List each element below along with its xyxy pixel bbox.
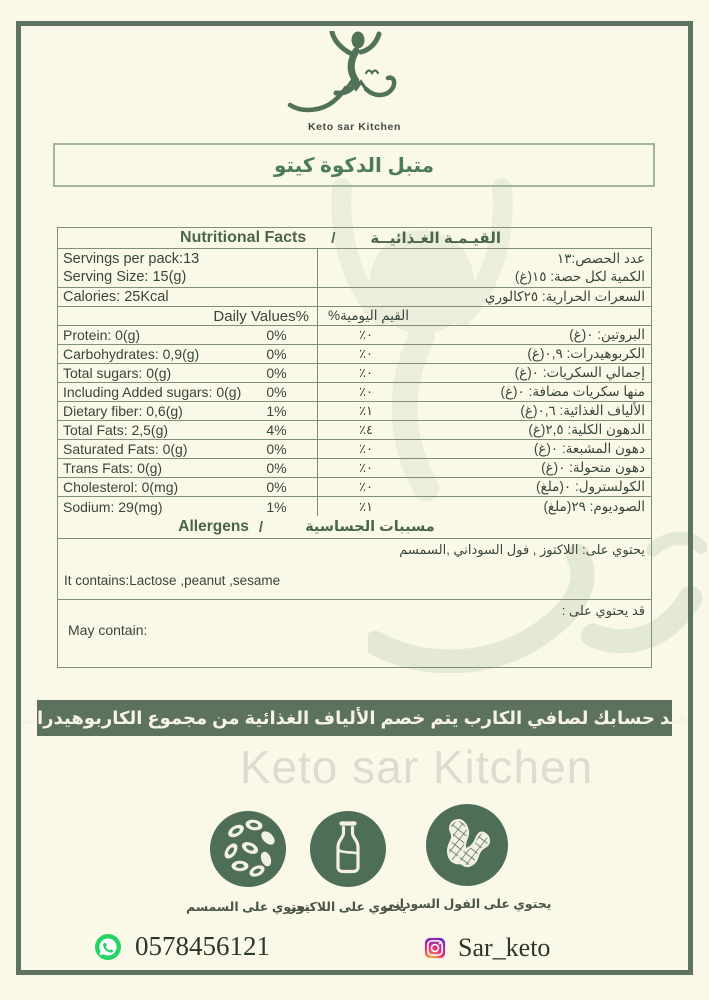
nutrient-daily-value-ar: ٠٪ (359, 479, 373, 494)
allergens-header-row (58, 516, 651, 539)
nutrient-rows (58, 326, 651, 516)
nutrition-row (58, 383, 651, 402)
allergens-title-en: Allergens (178, 518, 249, 535)
nutrition-row (58, 497, 651, 516)
calories-row (58, 288, 651, 307)
nutrient-daily-value-ar: ٠٪ (359, 384, 373, 399)
nutrient-label-en: Carbohydrates: 0,9(g) (63, 346, 200, 362)
nutrient-label-ar: البروتين: ٠(غ) (569, 327, 645, 342)
product-title-box (53, 143, 655, 187)
nutrient-label-ar: دهون المشبعة: ٠(غ) (533, 441, 645, 456)
nutrient-daily-value-ar: ٠٪ (359, 365, 373, 380)
peanuts-icon (425, 803, 509, 887)
nutrient-daily-value-en: 4% (266, 422, 287, 438)
nutrient-daily-value-en: 0% (266, 346, 287, 362)
nutrient-label-ar: دهون متحولة: ٠(غ) (541, 460, 645, 475)
header-separator: / (331, 229, 336, 247)
daily-values-ar: القيم اليومية% (328, 308, 409, 323)
nutrient-daily-value-en: 0% (266, 479, 287, 495)
lactose-label: يحتوي على اللاكتوز (289, 900, 407, 914)
servings-per-pack: Servings per pack:13 (63, 251, 200, 267)
header-separator: / (258, 518, 264, 536)
sesame-label: يحتوي على السمسم (186, 900, 310, 914)
nutrient-label-ar: الكولسترول: ٠(ملغ) (536, 479, 645, 494)
nutrition-row (58, 459, 651, 478)
may-contain-en: May contain: (68, 622, 148, 638)
nutrient-label-en: Saturated Fats: 0(g) (63, 441, 188, 457)
contains-ar: يحتوي على: اللاكتوز , فول السوداني ,السمسم (399, 542, 645, 557)
nutrient-label-en: Cholesterol: 0(mg) (63, 479, 179, 495)
nutrient-daily-value-en: 1% (266, 403, 287, 419)
nutrition-row (58, 421, 651, 440)
nutrient-label-en: Total Fats: 2,5(g) (63, 422, 169, 438)
peanut-label: يحتوي على الفول السوداني (382, 897, 552, 911)
may-contain-ar: قد يحتوي على : (561, 603, 645, 618)
serving-size-ar: الكمية لكل حصة: ١٥(غ) (514, 269, 645, 284)
nutrition-title-ar: القيـمـة الغـذائيــة (370, 230, 501, 247)
nutrient-daily-value-ar: ٠٪ (359, 346, 373, 361)
daily-values-en: Daily Values% (213, 307, 309, 325)
nutrient-label-en: Protein: 0(g) (63, 327, 141, 343)
nutrient-daily-value-en: 0% (266, 327, 287, 343)
milk-bottle-icon (309, 810, 387, 888)
nutrition-row (58, 478, 651, 497)
nutrition-row (58, 345, 651, 364)
nutrition-row (58, 440, 651, 459)
nutrient-daily-value-en: 0% (266, 384, 287, 400)
nutrient-label-ar: الكربوهيدرات: ٠,٩(غ) (527, 346, 645, 361)
instagram-icon (424, 937, 446, 959)
nutrient-label-en: Trans Fats: 0(g) (63, 460, 163, 476)
contains-en: It contains:Lactose ,peanut ,sesame (64, 573, 281, 588)
nutrient-daily-value-en: 0% (266, 365, 287, 381)
nutrient-label-en: Including Added sugars: 0(g) (63, 384, 242, 400)
contains-row (58, 539, 651, 600)
brand-watermark-text: Keto sar Kitchen (239, 741, 594, 793)
brand-name: Keto sar Kitchen (307, 121, 402, 133)
nutrition-row (58, 326, 651, 345)
nutrient-daily-value-en: 0% (266, 441, 287, 457)
nutrient-label-ar: الصوديوم: ٢٩(ملغ) (543, 498, 645, 514)
nutrient-label-en: Dietary fiber: 0,6(g) (63, 403, 183, 419)
nutrient-daily-value-ar: ٠٪ (359, 441, 373, 456)
calories-en: Calories: 25Kcal (63, 289, 169, 305)
nutrition-row (58, 402, 651, 421)
calories-ar: السعرات الحرارية: ٢٥كالوري (484, 289, 645, 304)
nutrient-daily-value-ar: ١٪ (359, 403, 373, 418)
nutrient-label-en: Sodium: 29(mg) (63, 498, 163, 515)
whatsapp-icon (95, 934, 121, 960)
nutrient-label-ar: الدهون الكلية: ٢,٥(غ) (528, 422, 645, 437)
nutrition-header-row (58, 228, 651, 249)
net-carbs-banner (18, 700, 691, 736)
net-carbs-banner-text: عند حسابك لصافي الكارب يتم خصم الألياف الغذائية من مجموع الكاربوهيدرات (18, 707, 691, 728)
nutrient-daily-value-en: 0% (266, 460, 287, 476)
nutrient-label-ar: منها سكريات مضافة: ٠(غ) (500, 384, 645, 399)
instagram-handle[interactable]: Sar_keto (458, 933, 551, 962)
instagram-contact[interactable] (424, 933, 550, 963)
nutrient-label-ar: الألياف الغذائية: ٠,٦(غ) (520, 403, 645, 418)
logo-calligraphy-figure-icon (280, 31, 430, 115)
serving-size: Serving Size: 15(g) (63, 269, 187, 285)
whatsapp-number[interactable]: 0578456121 (135, 931, 270, 961)
servings-per-pack-ar: عدد الحصص:١٣ (557, 251, 645, 266)
peanut-allergen (382, 803, 552, 911)
allergens-title-ar: مسببات الحساسية (305, 519, 435, 535)
servings-row (58, 249, 651, 288)
nutrition-table (57, 227, 652, 668)
nutrient-label-ar: إجمالي السكريات: ٠(غ) (514, 365, 645, 380)
nutrient-daily-value-ar: ٠٪ (359, 460, 373, 475)
nutrient-daily-value-ar: ٤٪ (359, 422, 373, 437)
logo (0, 31, 709, 133)
nutrient-daily-value-en: 1% (266, 498, 287, 515)
daily-values-row (58, 307, 651, 326)
may-contain-row (58, 600, 651, 667)
nutrient-daily-value-ar: ١٪ (359, 498, 373, 514)
nutrition-row (58, 364, 651, 383)
nutrition-title-en: Nutritional Facts (180, 229, 307, 246)
product-title: متبل الدكوة كيتو (273, 154, 435, 177)
nutrient-label-en: Total sugars: 0(g) (63, 365, 172, 381)
nutrient-daily-value-ar: ٠٪ (359, 327, 373, 342)
whatsapp-contact[interactable] (95, 931, 270, 962)
